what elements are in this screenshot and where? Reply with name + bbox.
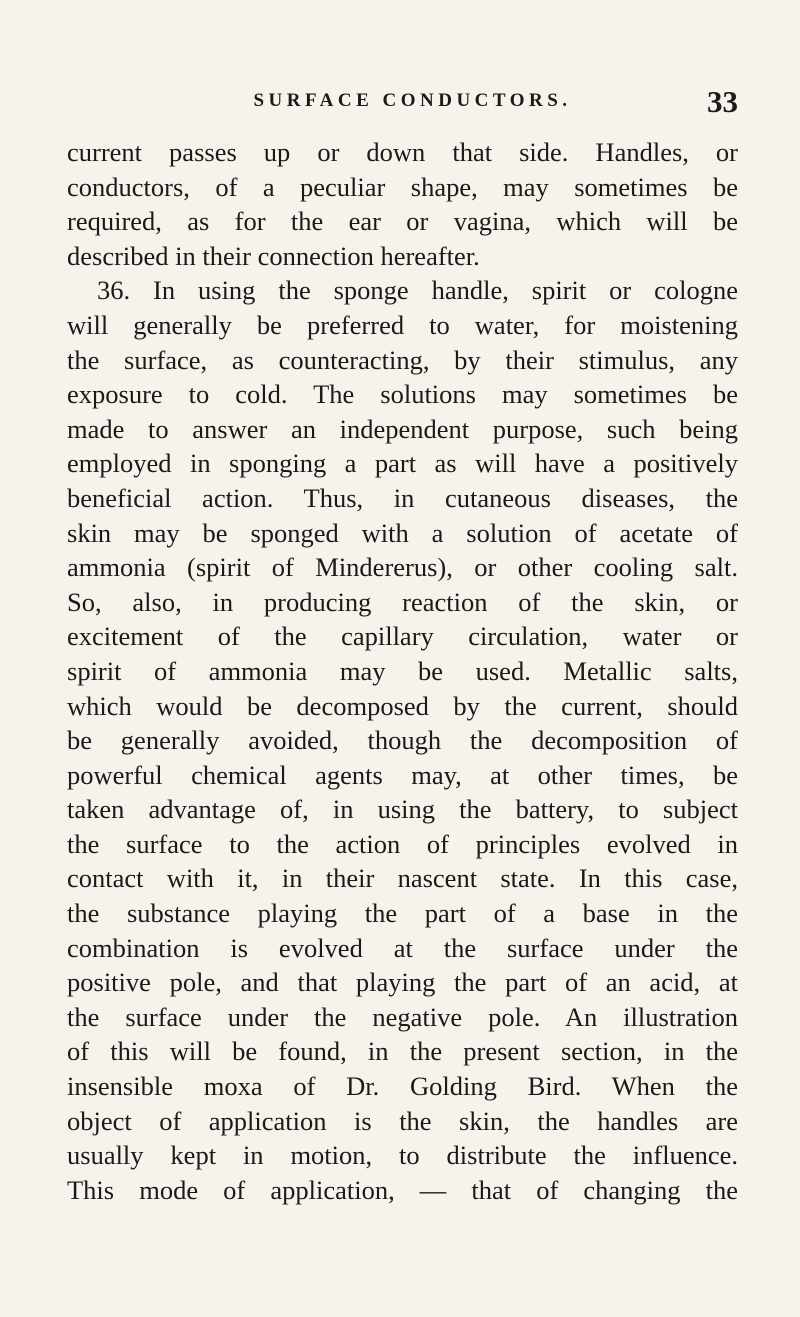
text-line: This mode of application, — that of changing the [67, 1174, 738, 1205]
text-line: ammonia (spirit of Mindererus), or other cooling salt. [67, 552, 738, 583]
text-line: be generally avoided, though the decomposition of [67, 725, 738, 756]
text-line: exposure to cold. The solutions may sometimes be [67, 379, 738, 410]
text-line: usually kept in motion, to distribute the influence. [67, 1140, 738, 1171]
text-line-paragraph-start: 36. In using the sponge handle, spirit or cologne [97, 275, 738, 306]
text-line: of this will be found, in the present section, in the [67, 1036, 738, 1067]
text-line: So, also, in producing reaction of the skin, or [67, 586, 738, 617]
running-header [67, 84, 738, 124]
text-line: contact with it, in their nascent state. In this case, [67, 863, 738, 894]
text-line: the surface under the negative pole. An illustration [67, 1001, 738, 1032]
text-line: beneficial action. Thus, in cutaneous diseases, the [67, 482, 738, 513]
text-line: the surface to the action of principles evolved in [67, 828, 738, 859]
text-line: powerful chemical agents may, at other times, be [67, 759, 738, 790]
text-line: described in their connection hereafter. [67, 240, 480, 271]
running-title: SURFACE CONDUCTORS. [253, 90, 572, 111]
text-line: positive pole, and that playing the part of an acid, at [67, 967, 738, 998]
text-line: the substance playing the part of a base in the [67, 898, 738, 929]
text-line: will generally be preferred to water, for moistening [67, 309, 738, 340]
text-line: the surface, as counteracting, by their stimulus, any [67, 344, 738, 375]
text-line: skin may be sponged with a solution of acetate of [67, 517, 738, 548]
text-line: excitement of the capillary circulation, water or [67, 621, 738, 652]
text-line: current passes up or down that side. Handles, or [67, 137, 738, 167]
text-line: required, as for the ear or vagina, which will be [67, 206, 738, 237]
text-line: employed in sponging a part as will have a positively [67, 448, 738, 479]
text-line: made to answer an independent purpose, such being [67, 413, 738, 444]
text-line: insensible moxa of Dr. Golding Bird. When the [67, 1071, 738, 1102]
text-line: spirit of ammonia may be used. Metallic salts, [67, 655, 738, 686]
text-line: which would be decomposed by the current, should [67, 690, 738, 721]
page-number: 33 [707, 84, 738, 119]
text-line: object of application is the skin, the handles are [67, 1105, 738, 1136]
text-line: combination is evolved at the surface under the [67, 932, 738, 963]
text-line: conductors, of a peculiar shape, may sometimes be [67, 171, 738, 202]
text-line: taken advantage of, in using the battery, to subject [67, 794, 738, 825]
body-text [67, 135, 738, 1207]
